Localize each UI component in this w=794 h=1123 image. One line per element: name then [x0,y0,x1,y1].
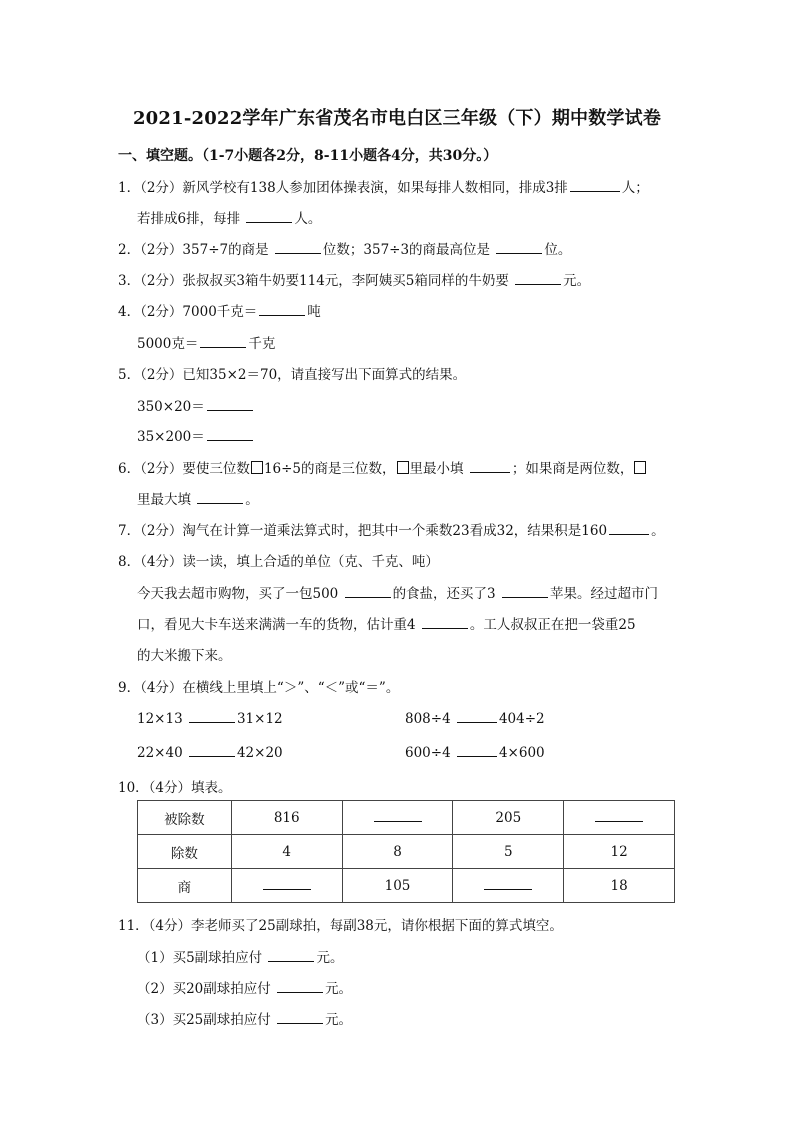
empty-box-icon [634,461,646,474]
question-text: ；如果商是两位数， [511,461,634,477]
expression: 808÷4 [405,711,455,727]
answer-blank[interactable] [207,397,253,411]
question-text: 。 [245,492,259,508]
question-text: 位数；357÷3的商最高位是 [322,242,495,258]
section-heading: 一、填空题。（1-7小题各2分，8-11小题各4分，共30分。） [118,148,498,164]
question-text: 里最大填 [137,492,196,508]
table-cell: 商 [138,869,232,903]
expression: 22×40 [137,745,187,761]
answer-blank[interactable] [263,877,311,890]
question-5-part-2 [137,425,255,445]
question-8-line-3 [137,613,636,633]
answer-blank[interactable] [496,240,542,254]
table-cell: 被除数 [138,801,232,835]
question-10 [118,776,232,796]
page-title: 2021-2022学年广东省茂名市电白区三年级（下）期中数学试卷 [132,108,662,129]
question-text: 10．（4分）填表。 [118,780,232,796]
answer-blank[interactable] [246,209,292,223]
question-2 [118,238,571,258]
question-text: 3．（2分）张叔叔买3箱牛奶要114元，李阿姨买5箱同样的牛奶要 [118,273,514,289]
expression: 600÷4 [405,745,455,761]
question-9 [118,676,399,696]
question-text: （3）买25副球拍应付 [137,1012,276,1028]
question-6-line-2 [137,488,259,508]
question-text: 35×200＝ [137,429,205,445]
answer-blank[interactable] [515,271,561,285]
table-row [138,801,675,835]
answer-blank[interactable] [502,584,548,598]
answer-blank[interactable] [422,615,468,629]
question-text: 人。 [294,211,322,227]
question-text: （2）买20副球拍应付 [137,981,276,997]
answer-blank[interactable] [277,979,323,993]
question-text: 的食盐，还买了3 [392,586,500,602]
question-text: 9．（4分）在横线上里填上“＞”、“＜”或“＝”。 [118,680,400,696]
answer-blank[interactable] [457,709,497,723]
table-row [138,835,675,869]
question-text: 苹果。经过超市门 [549,586,658,602]
expression: 4×600 [498,745,545,761]
question-text: 元。 [325,981,353,997]
question-text: 1．（2分）新风学校有138人参加团体操表演，如果每排人数相同，排成3排 [118,180,568,196]
question-text: 。 [651,523,665,539]
question-8-line-2 [137,582,658,602]
compare-22x40 [137,743,283,761]
table-cell: 5 [453,835,564,869]
answer-blank[interactable] [207,427,253,441]
question-text: （1）买5副球拍应付 [137,950,267,966]
question-4-line-1 [118,300,321,320]
question-text: 吨 [307,304,321,320]
table-cell-blank[interactable] [453,869,564,903]
answer-blank[interactable] [268,948,314,962]
question-1-line-1 [118,176,649,196]
compare-600div4 [405,743,545,761]
question-text: 2．（2分）357÷7的商是 [118,242,273,258]
expression: 12×13 [137,711,187,727]
question-3 [118,269,590,289]
question-1-line-2 [137,207,321,227]
compare-12x13 [137,709,283,727]
table-cell: 8 [342,835,453,869]
answer-blank[interactable] [200,334,246,348]
answer-blank[interactable] [189,743,235,757]
answer-blank[interactable] [570,178,620,192]
table-cell: 12 [564,835,675,869]
question-text: 若排成6排，每排 [137,211,245,227]
table-cell-blank[interactable] [564,801,675,835]
empty-box-icon [397,461,409,474]
answer-blank[interactable] [470,459,510,473]
table-cell: 4 [231,835,342,869]
question-text: 5．（2分）已知35×2＝70，请直接写出下面算式的结果。 [118,367,467,383]
answer-blank[interactable] [275,240,321,254]
expression: 404÷2 [498,711,545,727]
question-text: 位。 [544,242,572,258]
question-text: 4．（2分）7000千克＝ [118,304,258,320]
table-cell-blank[interactable] [231,869,342,903]
table-row [138,869,675,903]
question-8 [118,550,439,570]
empty-box-icon [251,461,263,474]
question-11-part-3 [137,1008,352,1028]
question-text: 11．（4分）李老师买了25副球拍，每副38元，请你根据下面的算式填空。 [118,918,563,934]
question-text: 7．（2分）淘气在计算一道乘法算式时，把其中一个乘数23看成32，结果积是160 [118,523,608,539]
question-7 [118,519,665,539]
answer-blank[interactable] [259,302,305,316]
question-text: 350×20＝ [137,399,205,415]
table-cell: 816 [231,801,342,835]
answer-blank[interactable] [457,743,497,757]
question-text: 16÷5的商是三位数， [263,461,396,477]
question-text: 人； [621,180,649,196]
question-11-part-1 [137,946,343,966]
answer-blank[interactable] [197,490,243,504]
question-text: 元。 [325,1012,353,1028]
question-text: 的大米搬下来。 [137,648,232,664]
question-text: 口，看见大卡车送来满满一车的货物，估计重4 [137,617,420,633]
division-table [137,800,675,903]
question-text: 千克 [248,336,276,352]
answer-blank[interactable] [374,809,422,822]
expression: 31×12 [236,711,283,727]
question-11 [118,914,563,934]
question-text: 5000克＝ [137,336,199,352]
question-8-line-4 [137,644,232,664]
answer-blank[interactable] [189,709,235,723]
question-text: 元。 [316,950,344,966]
answer-blank[interactable] [277,1010,323,1024]
question-text: 元。 [563,273,591,289]
question-text: 6．（2分）要使三位数 [118,461,250,477]
answer-blank[interactable] [484,877,532,890]
table-cell: 除数 [138,835,232,869]
question-text: 今天我去超市购物，买了一包500 [137,586,343,602]
table-cell: 205 [453,801,564,835]
question-11-part-2 [137,977,352,997]
expression: 42×20 [236,745,283,761]
table-cell-blank[interactable] [342,801,453,835]
question-5 [118,363,466,383]
question-5-part-1 [137,395,255,415]
answer-blank[interactable] [345,584,391,598]
question-6-line-1 [118,457,647,477]
question-text: 8．（4分）读一读，填上合适的单位（克、千克、吨） [118,554,439,570]
question-text: 。工人叔叔正在把一袋重25 [469,617,636,633]
question-text: 里最小填 [409,461,468,477]
compare-808div4 [405,709,545,727]
answer-blank[interactable] [595,809,643,822]
question-4-line-2 [137,332,275,352]
answer-blank[interactable] [609,521,649,535]
table-cell: 105 [342,869,453,903]
table-cell: 18 [564,869,675,903]
